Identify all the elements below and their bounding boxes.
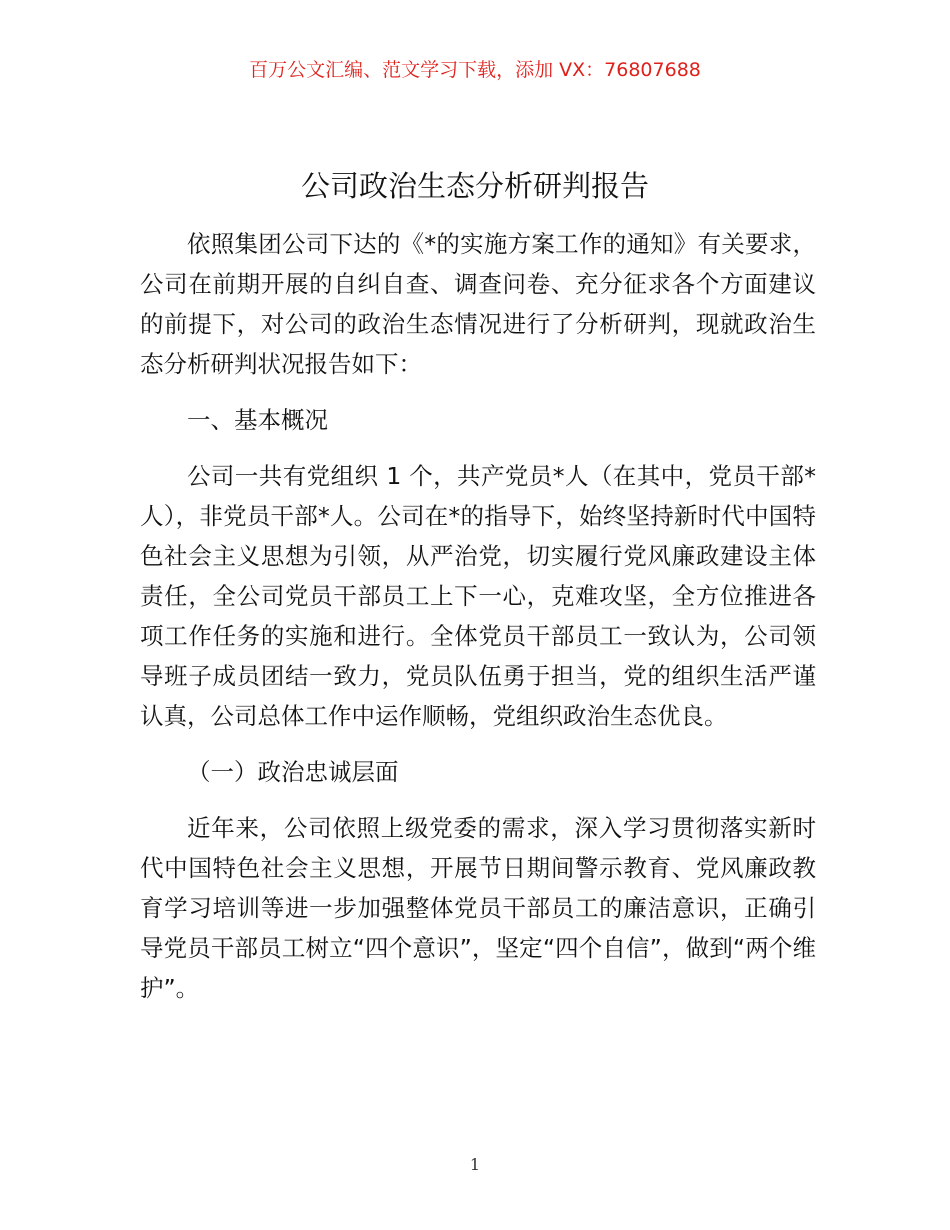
paragraph-overview: 公司一共有党组织 1 个，共产党员*人（在其中，党员干部*人），非党员干部*人。公司在*的指导下，始终坚持新时代中国特色社会主义思想为引领，从严治党，切实履行党风廉政建设主体责任，全公司党员干部员工上下一心，克难攻坚，全方位推进各项工作任务的实施和进行。全体党员干部员工一致认为，公司领导班子成员团结一致力，党员队伍勇于担当，党的组织生活严谨认真，公司总体工作中运作顺畅，党组织政治生态优良。 bbox=[140, 462, 816, 730]
paragraph-intro: 依照集团公司下达的《*的实施方案工作的通知》有关要求，公司在前期开展的自纠自查、调查问卷、充分征求各个方面建议的前提下，对公司的政治生态情况进行了分析研判，现就政治生态分析研判状况报告如下： bbox=[140, 230, 816, 378]
section-heading-overview: 一、基本概况 bbox=[187, 406, 328, 434]
subsection-heading-political-loyalty: （一）政治忠诚层面 bbox=[187, 758, 399, 786]
page-number: 1 bbox=[469, 1155, 481, 1174]
header-banner: 百万公文汇编、范文学习下载，添加 VX：76807688 bbox=[249, 59, 701, 81]
document-body bbox=[140, 224, 816, 1024]
paragraph-political-loyalty: 近年来，公司依照上级党委的需求，深入学习贯彻落实新时代中国特色社会主义思想，开展节日期间警示教育、党风廉政教育学习培训等进一步加强整体党员干部员工的廉洁意识，正确引导党员干部员工树立“四个意识”，坚定“四个自信”，做到“两个维护”。 bbox=[140, 814, 816, 1002]
document-title: 公司政治生态分析研判报告 bbox=[300, 169, 649, 203]
